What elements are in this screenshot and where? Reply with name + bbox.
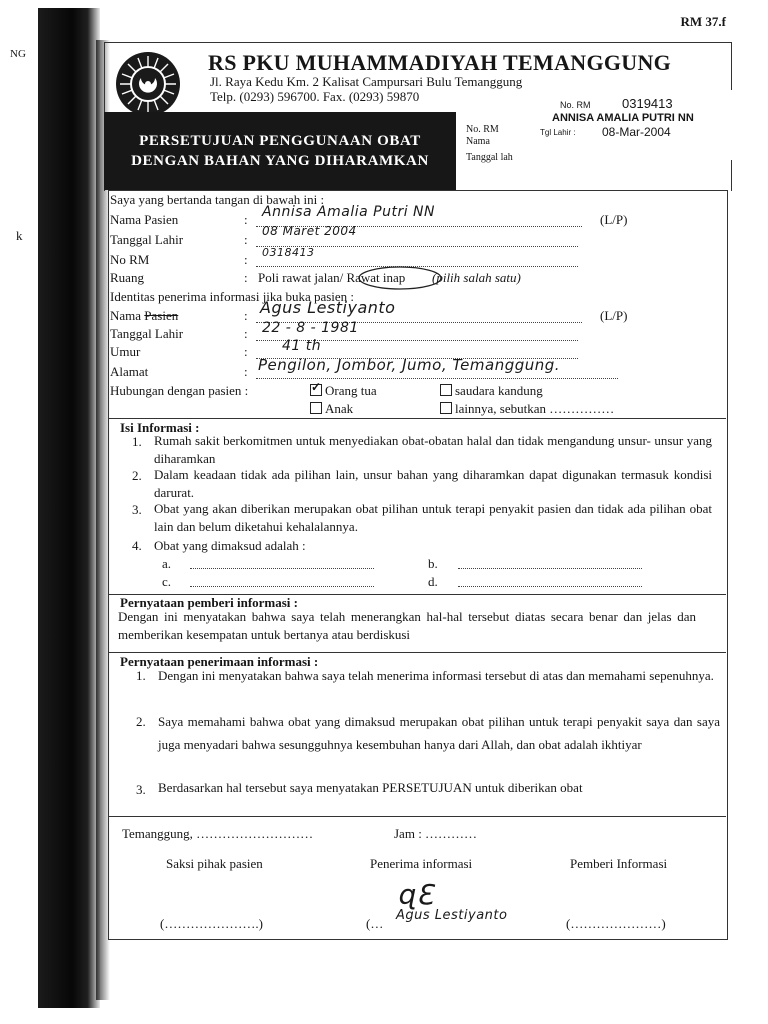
sticker-tgl-label: Tgl Lahir : <box>540 128 576 137</box>
patient-norm-label: No RM <box>110 252 150 267</box>
patient-label-sticker <box>528 90 740 160</box>
giver-sign-blank: (…………………) <box>566 916 666 931</box>
divider-footer <box>108 816 726 817</box>
drug-c-label: c. <box>162 574 172 589</box>
form-title-line1: PERSETUJUAN PENGGUNAAN OBAT <box>139 133 421 149</box>
patient-name-label: Nama Pasien <box>110 212 179 227</box>
pemberi-text: Dengan ini menyatakan bahwa saya telah menerangkan hal-hal tersebut diatas secara benar dan jelas dan memberikan kesempatan untuk bertanya atau berdiskusi <box>118 609 696 642</box>
receiver-heading: Identitas penerima informasi jika buka pasien : <box>110 289 355 304</box>
receiver-address-value: Pengilon, Jombor, Jumo, Temanggung. <box>258 356 561 374</box>
form-title-line2: DENGAN BAHAN YANG DIHARAMKAN <box>131 153 429 169</box>
receiver-age-value: 41 th <box>282 338 322 354</box>
drug-a-label: a. <box>162 556 172 571</box>
room-selection-circle <box>356 264 444 292</box>
colon: : <box>244 270 248 285</box>
drug-d-line <box>458 586 642 587</box>
room-options: Poli rawat jalan/ Rawat inap <box>258 270 406 285</box>
sticker-norm-label: No. RM <box>560 100 591 110</box>
colon: : <box>244 344 248 359</box>
isi-heading: Isi Informasi : <box>120 420 200 435</box>
sticker-norm-value: 0319413 <box>622 96 673 111</box>
checkbox-checked-icon <box>310 384 322 396</box>
scan-shadow-edge <box>38 8 100 1008</box>
receiver-lp: (L/P) <box>600 308 628 323</box>
form-title <box>104 112 456 190</box>
receiver-name-value: Agus Lestiyanto <box>260 298 396 317</box>
isi-number-3: 3. <box>132 502 142 517</box>
drug-d-label: d. <box>428 574 438 589</box>
patient-dob-value: 08 Maret 2004 <box>262 224 357 238</box>
penerima-heading: Pernyataan penerimaan informasi : <box>120 654 319 669</box>
intro-text: Saya yang bertanda tangan di bawah ini : <box>110 192 325 207</box>
receiver-signature: ɋƐ <box>398 878 434 911</box>
colon: : <box>244 252 248 267</box>
witness-sign-blank: (………………….) <box>160 916 263 931</box>
footer-giver-label: Pemberi Informasi <box>570 856 668 871</box>
relation-option-parent[interactable]: ✓ Orang tua <box>310 383 377 399</box>
hospital-address: Jl. Raya Kedu Km. 2 Kalisat Campursari Bulu Temanggung <box>210 74 523 89</box>
isi-item-1: Rumah sakit berkomitmen untuk menyediakan obat-obatan halal dan tidak mengandung unsur- unsur yang diharamkan <box>154 433 712 466</box>
id-fields <box>466 124 513 164</box>
receiver-sign-open: (… <box>366 916 384 931</box>
drug-a-line <box>190 568 374 569</box>
footer-receiver-label: Penerima informasi <box>370 856 473 871</box>
isi-number-1: 1. <box>132 434 142 449</box>
colon: : <box>244 308 248 323</box>
colon: : <box>244 212 248 227</box>
id-field-nama: Nama <box>466 136 490 147</box>
relation-option-sibling[interactable]: saudara kandung <box>440 383 543 399</box>
drug-b-line <box>458 568 642 569</box>
isi-item-3: Obat yang akan diberikan merupakan obat pilihan untuk terapi penyakit pasien dan tidak ada pilihan obat lain dan belum diketahui kehalalannya. <box>154 501 712 534</box>
relation-label: Hubungan dengan pasien : <box>110 383 249 398</box>
patient-lp: (L/P) <box>600 212 628 227</box>
isi-number-2: 2. <box>132 468 142 483</box>
patient-dob-label: Tanggal Lahir <box>110 232 184 247</box>
receiver-address-label: Alamat <box>110 364 149 379</box>
receiver-signed-name: Agus Lestiyanto <box>396 908 508 923</box>
room-hint: (pilih salah satu) <box>432 270 521 285</box>
id-field-norm: No. RM <box>466 124 499 135</box>
colon: : <box>244 326 248 341</box>
penerima-number-3: 3. <box>136 782 146 797</box>
receiver-dob-value: 22 - 8 - 1981 <box>262 320 359 336</box>
receiver-name-label: Nama Pasien <box>110 308 179 323</box>
hospital-phone: Telp. (0293) 596700. Fax. (0293) 59870 <box>210 89 420 104</box>
receiver-age-label: Umur <box>110 344 141 359</box>
drug-c-line <box>190 586 374 587</box>
divider-isi <box>108 418 726 419</box>
patient-norm-value: 0318413 <box>262 246 315 259</box>
margin-mark-left: k <box>16 228 23 243</box>
footer-witness-label: Saksi pihak pasien <box>166 856 263 871</box>
footer-place-date: Temanggung, ……………………… <box>122 826 314 841</box>
colon: : <box>244 232 248 247</box>
penerima-item-2: Saya memahami bahwa obat yang dimaksud merupakan obat pilihan untuk terapi penyakit saya dan saya juga menyadari bahwa sesungguhnya kesembuhan hanya dari Allah, dan obat adalah ikhtiyar <box>158 714 720 752</box>
pemberi-heading: Pernyataan pemberi informasi : <box>120 595 299 610</box>
footer-time: Jam : ………… <box>394 826 478 841</box>
isi-number-4: 4. <box>132 538 142 553</box>
drug-b-label: b. <box>428 556 438 571</box>
receiver-address-line <box>256 378 618 379</box>
penerima-item-1: Dengan ini menyatakan bahwa saya telah menerima informasi tersebut di atas dan memahami sepenuhnya. <box>158 668 714 683</box>
room-label: Ruang <box>110 270 144 285</box>
hospital-name: RS PKU MUHAMMADIYAH TEMANGGUNG <box>208 50 672 75</box>
sticker-patient-name: ANNISA AMALIA PUTRI NN <box>552 112 694 124</box>
penerima-number-2: 2. <box>136 714 146 729</box>
checkbox-icon <box>440 402 452 414</box>
colon: : <box>244 364 248 379</box>
hospital-logo <box>112 48 184 120</box>
checkbox-icon <box>310 402 322 414</box>
relation-option-other[interactable]: lainnya, sebutkan …………… <box>440 401 614 417</box>
checkbox-icon <box>440 384 452 396</box>
isi-item-2: Dalam keadaan tidak ada pilihan lain, unsur bahan yang diharamkan dapat digunakan termasuk kondisi darurat. <box>154 467 712 500</box>
receiver-name-struck: Pasien <box>144 308 179 323</box>
relation-option-child[interactable]: Anak <box>310 401 353 417</box>
form-code: RM 37.f <box>680 14 726 29</box>
id-field-tgl: Tanggal lah <box>466 152 513 163</box>
penerima-number-1: 1. <box>136 668 146 683</box>
divider-penerima <box>108 652 726 653</box>
penerima-item-3: Berdasarkan hal tersebut saya menyatakan PERSETUJUAN untuk diberikan obat <box>158 780 583 795</box>
margin-mark-top: NG <box>10 48 26 60</box>
patient-name-value: Annisa Amalia Putri NN <box>262 204 435 220</box>
isi-item-4: Obat yang dimaksud adalah : <box>154 538 306 553</box>
receiver-dob-label: Tanggal Lahir <box>110 326 184 341</box>
sticker-tgl-value: 08-Mar-2004 <box>602 125 671 139</box>
